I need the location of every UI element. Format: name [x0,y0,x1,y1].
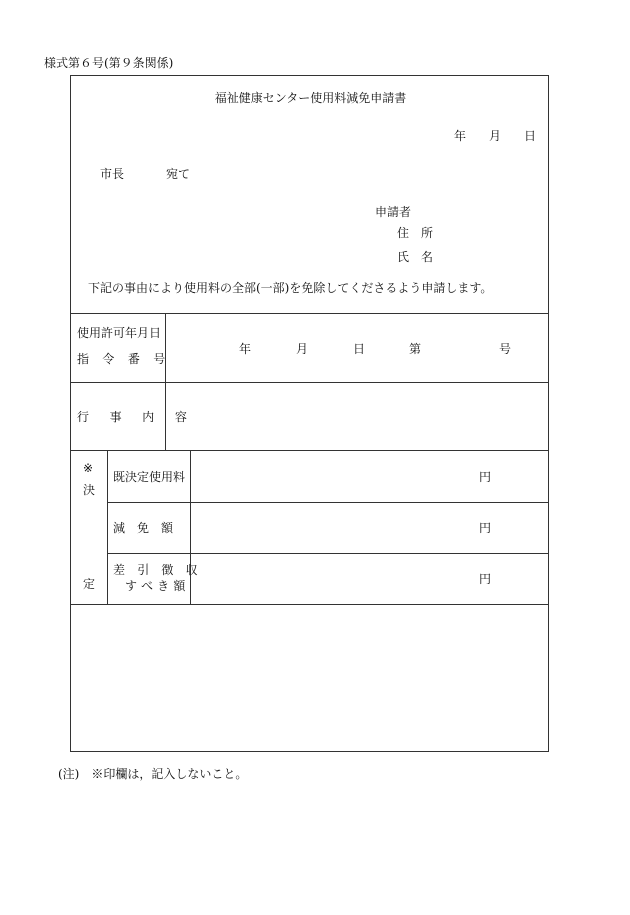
reduction-amount-unit: 円 [479,521,492,535]
date-month: 月 [489,129,502,143]
date-day: 日 [524,129,537,143]
footer-note: (注) ※印欄は，記入しないこと。 [58,767,248,781]
column-divider [190,450,191,604]
decided-fee-unit: 円 [479,470,492,484]
table-top-border [71,313,548,314]
decision-side-top: 決 [83,483,96,497]
form-title: 福祉健康センター使用料減免申請書 [214,91,407,105]
permit-dai: 第 [409,342,422,356]
permit-month: 月 [296,342,309,356]
collect-amount-unit: 円 [479,572,492,586]
permit-go: 号 [499,342,512,356]
collect-amount-label-line1: 差 引 徴 収 [113,563,202,577]
form-number: 様式第６号(第９条関係) [44,56,174,70]
column-divider [107,450,108,604]
event-content-label: 行 事 内 容 [77,410,196,424]
application-form [70,75,549,752]
addressee-name: 市長 [100,167,125,181]
permit-date-label: 使用許可年月日 [77,326,162,340]
row-divider [71,450,548,451]
applicant-name-label: 氏 名 [397,250,434,264]
order-number-label: 指 令 番 号 [77,352,171,366]
row-divider [71,382,548,383]
applicant-label: 申請者 [375,205,412,219]
applicant-address-label: 住 所 [397,226,434,240]
table-bottom-border [71,604,548,605]
date-year: 年 [454,129,467,143]
decision-mark: ※ [83,461,94,475]
row-divider [107,502,548,503]
decision-side-bottom: 定 [83,577,96,591]
row-divider [107,553,548,554]
reduction-amount-label: 減 免 額 [113,521,174,535]
addressee-suffix: 宛て [166,167,191,181]
collect-amount-label-line2: すべき額 [125,579,190,593]
permit-year: 年 [239,342,252,356]
permit-day: 日 [353,342,366,356]
request-statement: 下記の事由により使用料の全部(一部)を免除してくださるよう申請します。 [88,281,493,295]
column-divider [165,313,166,450]
decided-fee-label: 既決定使用料 [113,470,186,484]
